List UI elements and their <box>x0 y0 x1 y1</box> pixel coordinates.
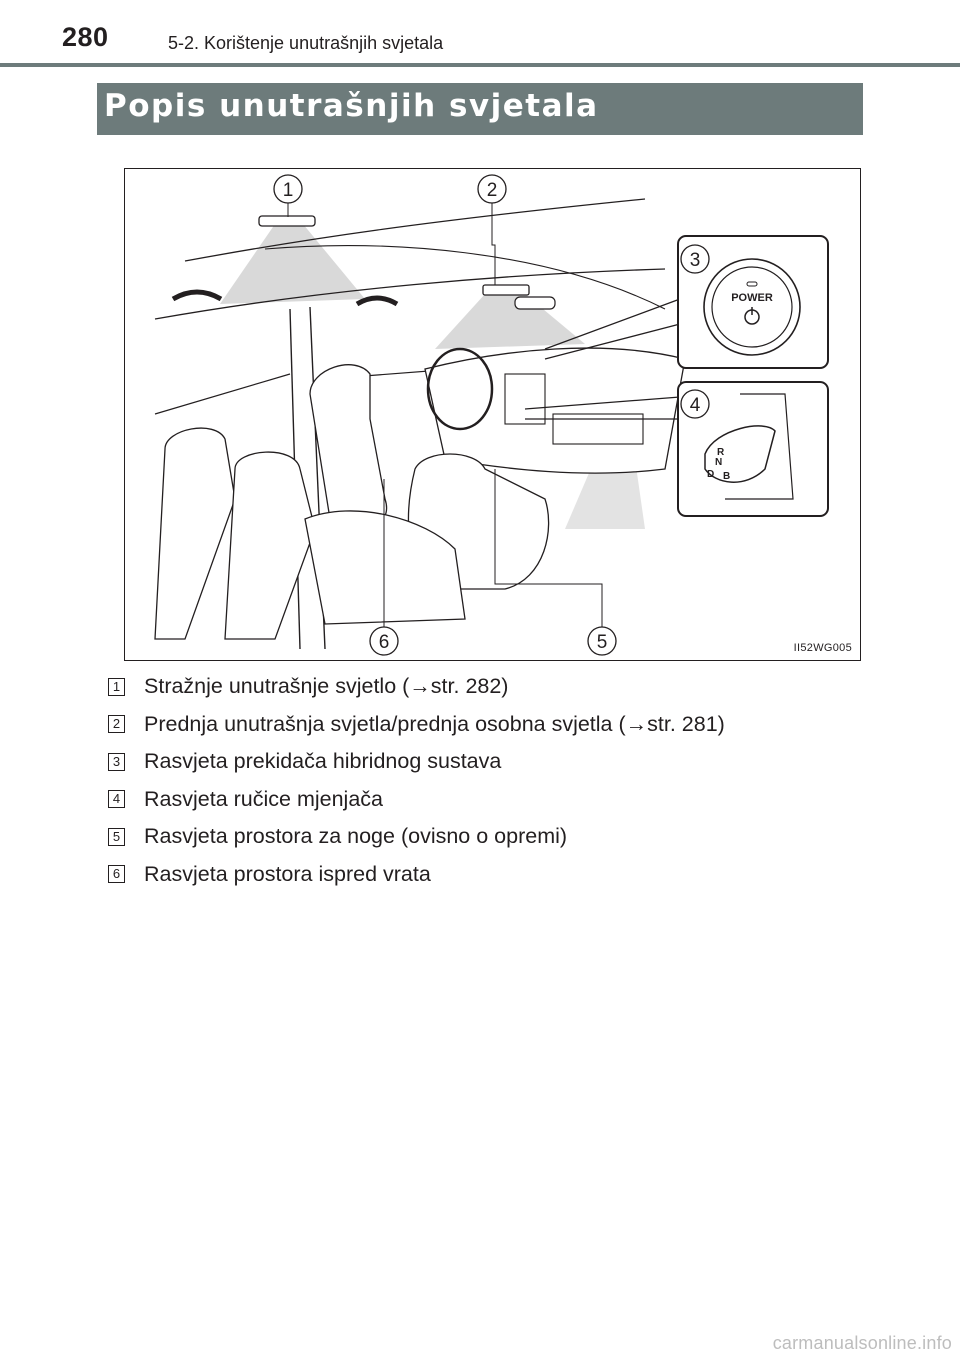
legend-text: Rasvjeta prekidača hibridnog sustava <box>144 749 502 774</box>
front-lamp-icon <box>483 285 529 295</box>
callout-1-label: 1 <box>282 180 294 201</box>
callout-5-label: 5 <box>596 632 608 653</box>
legend-text: Prednja unutrašnja svjetla/prednja osobna svjetla (→str. 281) <box>144 711 725 736</box>
svg-text:N: N <box>715 457 723 468</box>
legend-number: 6 <box>108 865 125 883</box>
figure-code: II52WG005 <box>793 642 852 654</box>
legend-item <box>108 743 725 781</box>
power-switch-inset <box>678 236 828 368</box>
watermark[interactable]: carmanualsonline.info <box>772 1333 952 1353</box>
legend-number: 1 <box>108 678 125 696</box>
legend-item <box>108 668 725 706</box>
svg-text:B: B <box>723 471 731 482</box>
callout-6-label: 6 <box>378 632 390 653</box>
page-title: Popis unutrašnjih svjetala <box>104 88 599 124</box>
legend-item <box>108 818 725 856</box>
car-interior-illustration <box>125 169 861 661</box>
front-light-cone <box>435 294 585 349</box>
rear-lamp-icon <box>259 216 315 226</box>
svg-text:R: R <box>717 447 725 458</box>
callout-2 <box>478 175 506 203</box>
legend-text: Stražnje unutrašnje svjetlo (→str. 282) <box>144 674 509 699</box>
legend-text: Rasvjeta ručice mjenjača <box>144 786 383 811</box>
legend-item <box>108 781 725 819</box>
legend-number: 2 <box>108 715 125 733</box>
callout-1 <box>274 175 302 203</box>
svg-text:D: D <box>707 469 715 480</box>
header-rule <box>0 63 960 67</box>
power-label: POWER <box>731 292 773 304</box>
legend-item <box>108 856 725 894</box>
callout-4-label: 4 <box>689 395 701 416</box>
legend-number: 4 <box>108 790 125 808</box>
legend-text: Rasvjeta prostora ispred vrata <box>144 861 431 886</box>
callout-2-label: 2 <box>486 180 498 201</box>
callout-6 <box>370 627 398 655</box>
legend-item <box>108 706 725 744</box>
callout-5 <box>588 627 616 655</box>
callout-3-label: 3 <box>689 250 701 271</box>
section-label: 5-2. Korištenje unutrašnjih svjetala <box>168 33 444 53</box>
mirror-icon <box>515 297 555 309</box>
page-number: 280 <box>62 22 109 52</box>
legend-text: Rasvjeta prostora za noge (ovisno o opremi) <box>144 824 568 849</box>
legend-number: 5 <box>108 828 125 846</box>
legend-list <box>108 668 725 893</box>
shift-lever-inset <box>678 382 828 516</box>
interior-lights-figure <box>124 168 861 661</box>
legend-number: 3 <box>108 753 125 771</box>
